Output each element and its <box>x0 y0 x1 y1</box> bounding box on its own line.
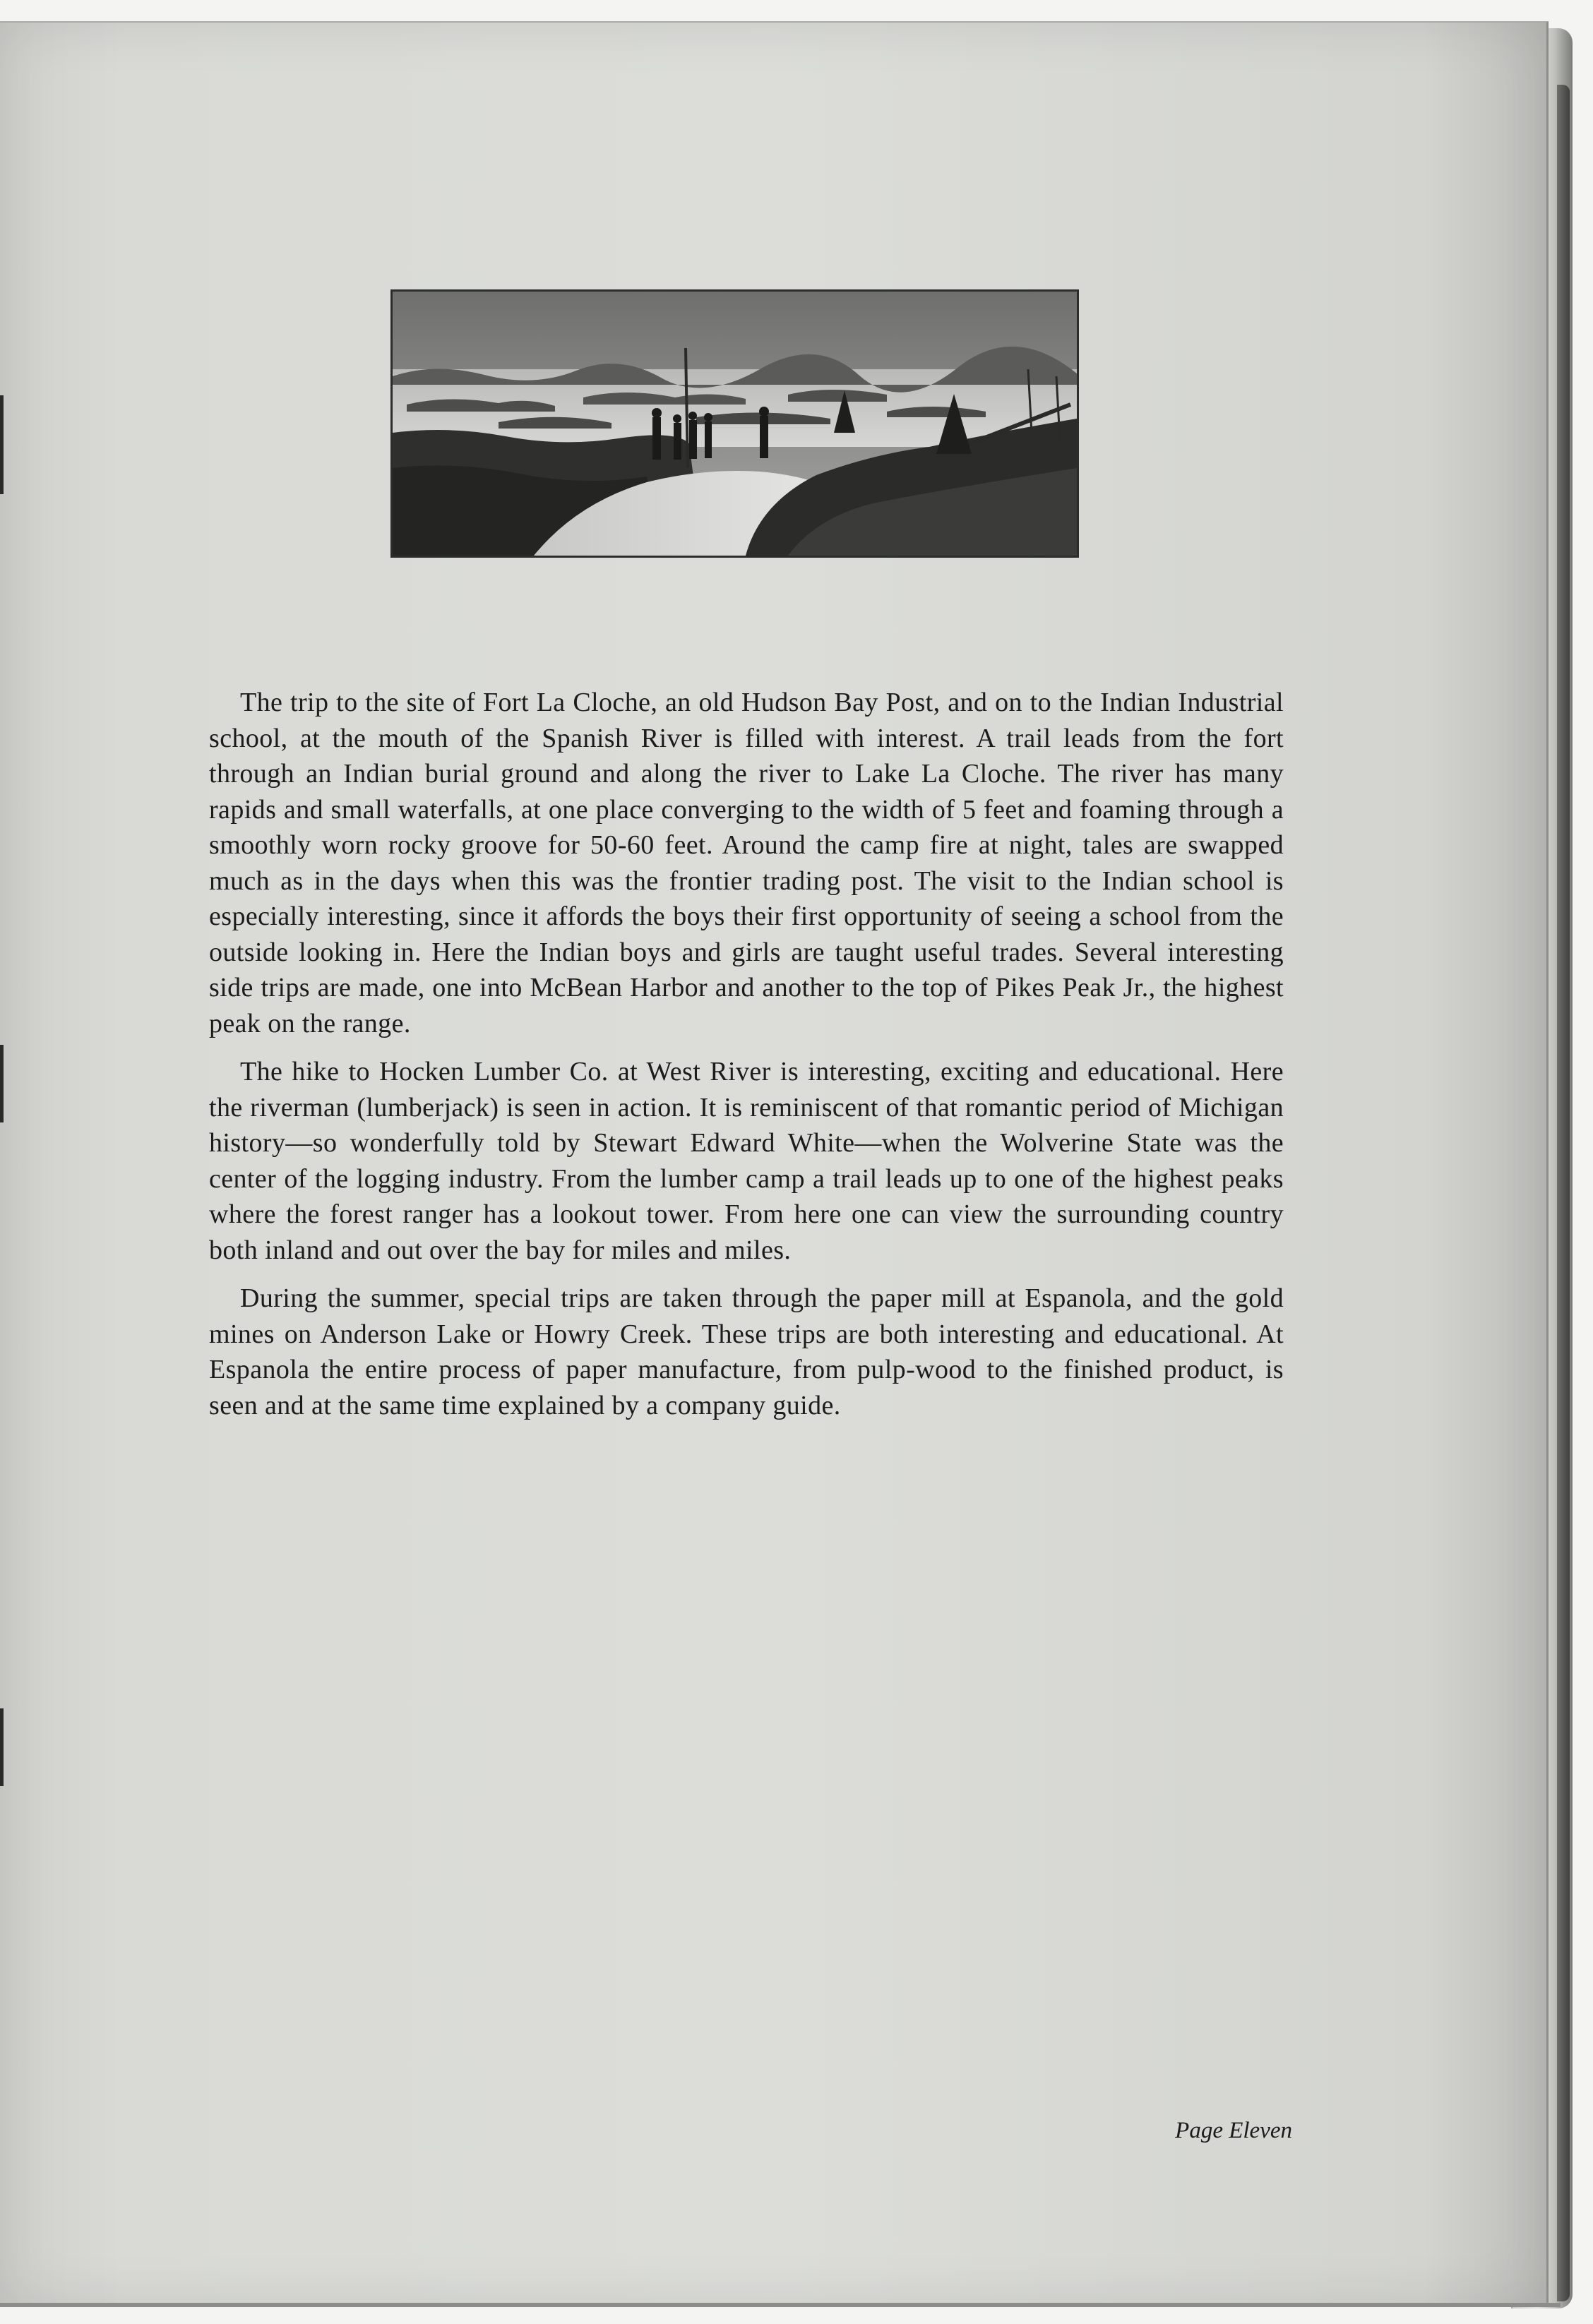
paragraph: During the summer, special trips are taken through the paper mill at Espanola, and the gold mines on Anderson Lake or Howry Creek. These trips are both interesting and educational. At Espanola the entire process of paper manufacture, from pulp-wood to the finished product, is seen and at the same time explained by a company guide. <box>209 1283 1284 1420</box>
binding-mark <box>0 1708 4 1786</box>
page-number: Page Eleven <box>1175 2118 1292 2143</box>
page-edge-shadow <box>1557 85 1570 2301</box>
body-text <box>209 685 1284 1436</box>
lake-islands-photo-drawing <box>393 292 1077 556</box>
binding-mark <box>0 1045 4 1122</box>
paragraph: The trip to the site of Fort La Cloche, an old Hudson Bay Post, and on to the Indian Industrial school, at the mouth of the Spanish River is filled with interest. A trail leads from the fort through an Indian burial ground and along the river to Lake La Cloche. The river has many rapids and small waterfalls, at one place converging to the width of 5 feet and foaming through a smoothly worn rocky groove for 50-60 feet. Around the camp fire at night, tales are swapped much as in the days when this was the frontier trading post. The visit to the Indian school is especially interesting, since it affords the boys their first opportunity of seeing a school from the outside looking in. Here the Indian boys and girls are taught useful trades. Several interesting side trips are made, one into McBean Harbor and another to the top of Pikes Peak Jr., the highest peak on the range. <box>209 688 1284 1038</box>
binding-mark <box>0 395 4 494</box>
paragraph: The hike to Hocken Lumber Co. at West River is interesting, exciting and educational. Here the riverman (lumberjack) is seen in action. It is reminiscent of that romantic period of Michigan history—so wonderfully told by Stewart Edward White—when the Wolverine State was the center of the logging industry. From the lumber camp a trail leads up to one of the highest peaks where the forest ranger has a lookout tower. From here one can view the surrounding country both inland and out over the bay for miles and miles. <box>209 1057 1284 1265</box>
page-bottom-edge <box>0 2303 1561 2307</box>
landscape-photograph <box>390 289 1079 558</box>
